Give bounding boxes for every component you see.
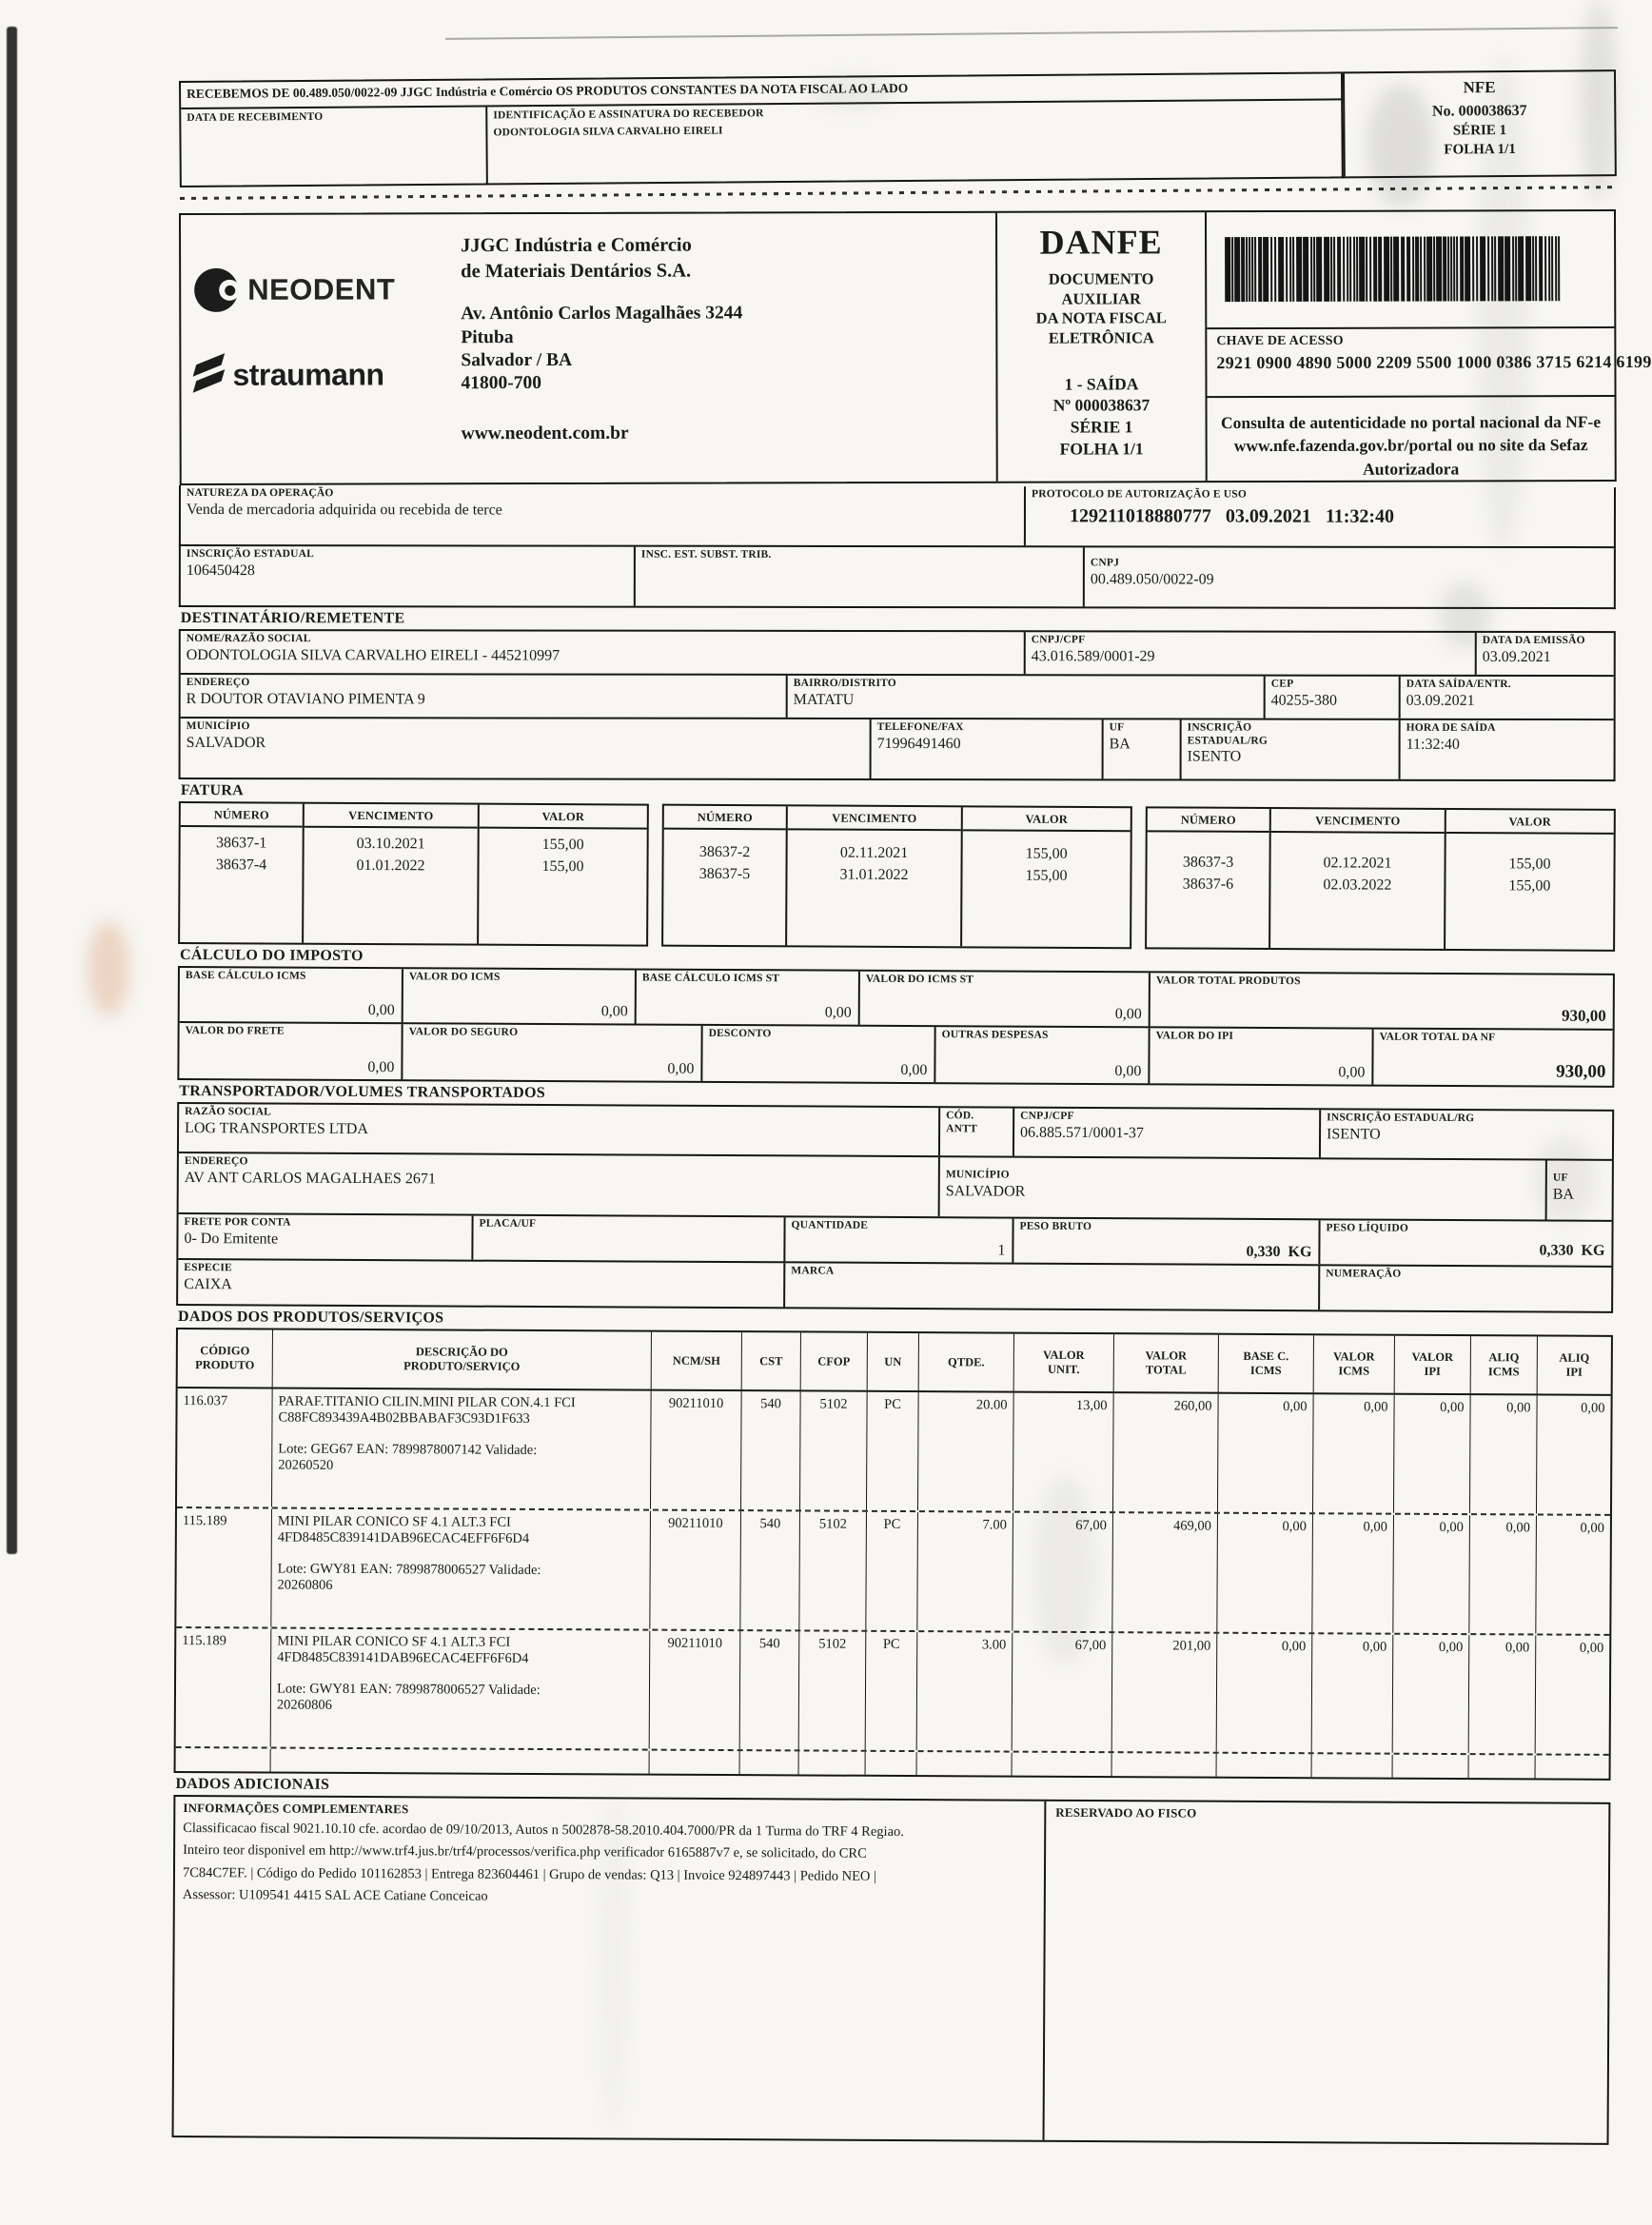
produto-aliq-icms: 0,00 <box>1470 1395 1538 1513</box>
produtos-header-codigo: CÓDIGO PRODUTO <box>178 1329 273 1388</box>
label-data-saida: DATA SAÍDA/ENTR. <box>1406 678 1511 690</box>
produto-valor-total: 201,00 <box>1112 1633 1218 1752</box>
nfe-folha: FOLHA 1/1 <box>1444 141 1516 158</box>
produto-valor-icms: 0,00 <box>1312 1514 1394 1632</box>
value-base-calculo-icms: 0,00 <box>367 1002 395 1019</box>
produto-un: PC <box>866 1512 918 1630</box>
produto-valor-ipi: 0,00 <box>1393 1635 1470 1753</box>
emitente-bairro: Pituba <box>461 326 514 347</box>
label-dest-nome: NOME/RAZÃO SOCIAL <box>186 633 311 645</box>
emitente-cep: 41800-700 <box>461 373 541 394</box>
produto-codigo: 116.037 <box>177 1388 273 1507</box>
cell-valor-seguro <box>403 1024 702 1081</box>
transportador-box <box>176 1102 1614 1313</box>
produto-ncm: 90211010 <box>651 1391 742 1509</box>
straumann-logo-text: straumann <box>232 356 384 392</box>
value-data-saida: 03.09.2021 <box>1406 692 1475 709</box>
value-valor-ipi: 0,00 <box>1338 1064 1366 1081</box>
produtos-header-base-icms: BASE C. ICMS <box>1219 1335 1314 1393</box>
destinatario-title: DESTINATÁRIO/REMETENTE <box>180 610 405 627</box>
mid-section <box>179 485 1616 781</box>
cell-dest-ie-rg <box>1182 719 1401 778</box>
danfe-tipo-saida: 1 - SAÍDA <box>1064 373 1139 394</box>
fatura-cell: 03.10.2021 01.01.2022 <box>356 835 425 875</box>
imposto-title: CÁLCULO DO IMPOSTO <box>179 947 364 965</box>
cell-frete-por-conta <box>178 1214 473 1260</box>
scan-line-artifact <box>445 27 1618 40</box>
danfe-title: DANFE <box>1039 223 1163 262</box>
transportador-row-1 <box>179 1104 1612 1161</box>
fatura-header-valor: VALOR <box>1446 810 1614 835</box>
produtos-header-aliq-icms: ALIQ ICMS <box>1471 1336 1538 1393</box>
danfe-serie: SÉRIE 1 <box>1070 417 1133 437</box>
produto-qtde: 20.00 <box>918 1392 1014 1511</box>
destinatario-row-1 <box>181 631 1614 677</box>
produto-codigo: 115.189 <box>176 1508 272 1627</box>
imposto-box <box>177 966 1615 1088</box>
label-dest-cnpj: CNPJ/CPF <box>1031 634 1086 646</box>
fatura-cell: 38637-2 38637-5 <box>698 843 751 883</box>
produto-valor-ipi: 0,00 <box>1394 1395 1471 1513</box>
label-transp-endereco: ENDEREÇO <box>184 1155 248 1168</box>
fatura-group-3 <box>1145 806 1616 952</box>
label-protocolo: PROTOCOLO DE AUTORIZAÇÃO E USO <box>1031 488 1248 501</box>
label-placa-uf: PLACA/UF <box>479 1217 537 1230</box>
label-data-recebimento: DATA DE RECEBIMENTO <box>187 110 324 124</box>
produtos-header-cst: CST <box>742 1332 801 1389</box>
value-dest-cep: 40255-380 <box>1270 692 1338 709</box>
produtos-header-row <box>178 1329 1611 1396</box>
produtos-header-valor-ipi: VALOR IPI <box>1395 1336 1471 1393</box>
emitente-logos <box>194 222 462 483</box>
value-transp-endereco: AV ANT CARLOS MAGALHAES 2671 <box>184 1169 436 1187</box>
destinatario-box <box>179 629 1616 781</box>
label-transp-municipio: MUNICÍPIO <box>945 1169 1010 1181</box>
value-quantidade: 1 <box>997 1242 1006 1259</box>
fatura-header-numero: NÚMERO <box>1148 808 1269 833</box>
label-valor-frete: VALOR DO FRETE <box>185 1025 285 1037</box>
label-natureza-operacao: NATUREZA DA OPERAÇÃO <box>186 487 334 500</box>
cell-valor-icms <box>403 969 637 1023</box>
value-dest-endereco: R DOUTOR OTAVIANO PIMENTA 9 <box>186 690 425 707</box>
cell-dest-municipio <box>181 719 872 778</box>
value-dest-municipio: SALVADOR <box>186 734 266 751</box>
cell-dest-telefone <box>872 719 1104 778</box>
cell-base-calculo-icms-st <box>637 971 860 1025</box>
label-inscricao-estadual: INSCRIÇÃO ESTADUAL <box>186 548 314 561</box>
value-dest-uf: BA <box>1109 735 1131 752</box>
produtos-header-valor-icms: VALOR ICMS <box>1314 1335 1395 1392</box>
value-dest-nome: ODONTOLOGIA SILVA CARVALHO EIRELI - 445210997 <box>186 646 560 664</box>
cell-dest-cep <box>1266 677 1401 719</box>
label-hora-saida: HORA DE SAÍDA <box>1406 721 1496 734</box>
value-peso-liquido: 0,330 KG <box>1539 1242 1605 1259</box>
cell-data-saida <box>1401 677 1614 719</box>
label-transp-ie: INSCRIÇÃO ESTADUAL/RG <box>1327 1112 1475 1125</box>
value-chave-acesso: 2921 0900 4890 5000 2209 5500 1000 0386 3715 6214 6199 <box>1216 352 1652 373</box>
label-desconto: DESCONTO <box>708 1027 772 1040</box>
fatura-header-numero: NÚMERO <box>181 803 303 828</box>
value-data-emissao: 03.09.2021 <box>1482 648 1551 665</box>
fatura-cell: 155,00 155,00 <box>1508 856 1551 895</box>
scan-smudge <box>88 921 129 1016</box>
label-valor-icms-st: VALOR DO ICMS ST <box>865 973 974 986</box>
cell-transp-ie <box>1321 1110 1612 1159</box>
produto-valor-total: 469,00 <box>1112 1513 1218 1632</box>
label-frete-por-conta: FRETE POR CONTA <box>184 1216 291 1229</box>
consulta-linha1: Consulta de autenticidade no portal nacional da NF-e <box>1220 411 1602 432</box>
label-chave-acesso: CHAVE DE ACESSO <box>1216 333 1344 349</box>
emitente-dados <box>461 221 743 482</box>
fatura-col-vencimento <box>787 806 963 946</box>
produto-base-icms: 0,00 <box>1217 1634 1313 1753</box>
produto-un: PC <box>866 1632 918 1750</box>
consulta-autenticidade <box>1208 397 1615 482</box>
cell-desconto <box>702 1026 935 1082</box>
danfe-document <box>175 78 1652 2137</box>
barcode-zone <box>1207 211 1614 327</box>
adicionais-box <box>172 1795 1611 2145</box>
label-valor-icms: VALOR DO ICMS <box>408 971 501 983</box>
produto-row-1 <box>177 1388 1611 1516</box>
label-quantidade: QUANTIDADE <box>791 1219 869 1231</box>
value-dest-cnpj: 43.016.589/0001-29 <box>1031 647 1155 664</box>
cell-transp-uf <box>1547 1161 1612 1220</box>
produto-valor-icms: 0,00 <box>1312 1634 1394 1752</box>
transportador-row-4 <box>178 1242 1611 1311</box>
neodent-logo-text: NEODENT <box>247 272 396 306</box>
destinatario-row-3 <box>181 719 1614 779</box>
label-valor-total-produtos: VALOR TOTAL PRODUTOS <box>1155 975 1301 988</box>
produto-ncm: 90211010 <box>650 1511 741 1629</box>
cell-transp-endereco <box>179 1153 940 1216</box>
emitente-endereco: Av. Antônio Carlos Magalhães 3244 <box>461 303 743 325</box>
value-transp-uf: BA <box>1552 1186 1575 1203</box>
cell-dest-bairro <box>788 676 1266 719</box>
fatura-cell: 38637-3 38637-6 <box>1182 854 1234 893</box>
fatura-col-vencimento <box>1270 809 1446 949</box>
value-valor-icms: 0,00 <box>600 1003 628 1020</box>
straumann-logo <box>194 353 461 396</box>
fatura-cell: 02.11.2021 31.01.2022 <box>839 844 909 884</box>
produto-cst: 540 <box>741 1391 801 1509</box>
label-especie: ESPECIE <box>184 1262 232 1274</box>
cell-cod-antt <box>940 1108 1014 1155</box>
fatura-header-vencimento: VENCIMENTO <box>305 804 478 829</box>
danfe-cell <box>995 212 1208 482</box>
cell-dest-uf <box>1104 719 1182 778</box>
fatura-table <box>178 801 1616 952</box>
danfe-numero: Nº 000038637 <box>1052 395 1150 415</box>
header-section <box>179 209 1652 485</box>
produto-cst: 540 <box>740 1631 800 1749</box>
value-natureza-operacao: Venda de mercadoria adquirida ou recebida de terce <box>186 501 502 519</box>
nfe-number-box <box>1343 71 1615 176</box>
neodent-logo-icon <box>194 268 238 312</box>
emitente-razao-social-2: de Materiais Dentários S.A. <box>461 260 692 282</box>
cell-valor-frete <box>179 1023 403 1079</box>
produto-aliq-icms: 0,00 <box>1469 1515 1537 1633</box>
cell-valor-icms-st <box>860 972 1150 1027</box>
produto-qtde: 7.00 <box>917 1512 1013 1631</box>
cell-outras-despesas <box>935 1027 1150 1083</box>
fatura-col-numero <box>663 806 788 946</box>
label-base-calculo-icms: BASE CÁLCULO ICMS <box>185 970 306 982</box>
consulta-linha2: www.nfe.fazenda.gov.br/portal ou no site da Sefaz Autorizadora <box>1233 435 1588 479</box>
value-frete-por-conta: 0- Do Emitente <box>184 1230 279 1248</box>
produtos-title: DADOS DOS PRODUTOS/SERVIÇOS <box>177 1309 444 1327</box>
fatura-cell: 155,00 155,00 <box>541 836 584 876</box>
label-inscricao-subst: INSC. EST. SUBST. TRIB. <box>640 548 772 561</box>
cell-natureza-operacao <box>181 485 1026 545</box>
produtos-header-descricao: DESCRIÇÃO DO PRODUTO/SERVIÇO <box>273 1330 652 1389</box>
produto-base-icms: 0,00 <box>1217 1514 1313 1633</box>
value-outras-despesas: 0,00 <box>1114 1063 1142 1080</box>
value-hora-saida: 11:32:40 <box>1406 736 1460 753</box>
cell-marca <box>785 1263 1320 1309</box>
produto-valor-ipi: 0,00 <box>1393 1515 1470 1633</box>
cell-especie <box>178 1260 785 1307</box>
header-box <box>179 209 1652 485</box>
label-dest-ie-rg: INSCRIÇÃO ESTADUAL/RG <box>1187 721 1268 747</box>
produto-valor-total: 260,00 <box>1113 1393 1219 1512</box>
nfe-numero: No. 000038637 <box>1431 102 1527 120</box>
cell-cnpj-emitente <box>1085 547 1614 607</box>
value-valor-total-produtos: 930,00 <box>1561 1006 1606 1025</box>
straumann-logo-icon <box>194 354 223 396</box>
cell-inscricao-estadual <box>181 546 636 606</box>
fatura-cell: 155,00 155,00 <box>1025 845 1068 885</box>
fatura-col-valor <box>479 805 647 945</box>
cell-quantidade <box>785 1217 1013 1262</box>
value-especie: CAIXA <box>184 1275 232 1292</box>
value-valor-icms-st: 0,00 <box>1114 1006 1142 1023</box>
label-numeracao: NUMERAÇÃO <box>1326 1268 1402 1280</box>
value-valor-total-nf: 930,00 <box>1556 1061 1606 1082</box>
produto-valor-unit: 67,00 <box>1013 1633 1113 1752</box>
value-desconto: 0,00 <box>900 1061 928 1079</box>
produto-un: PC <box>867 1392 919 1510</box>
barcode <box>1225 237 1596 303</box>
produtos-box <box>174 1328 1613 1781</box>
cell-transp-cnpj <box>1014 1109 1321 1158</box>
produto-descricao: MINI PILAR CONICO SF 4.1 ALT.3 FCI 4FD8485C839141DAB96ECAC4EFF6F6D4 Lote: GWY81 EAN: 7899878006527 Validade: 20260806 <box>271 1509 651 1629</box>
cell-data-recebimento <box>181 107 488 187</box>
label-dest-municipio: MUNICÍPIO <box>186 720 250 733</box>
cell-inscricao-subst <box>636 547 1085 607</box>
cell-hora-saida <box>1401 720 1614 779</box>
cell-valor-total-produtos <box>1150 973 1613 1029</box>
value-valor-frete: 0,00 <box>367 1059 395 1076</box>
produto-base-icms: 0,00 <box>1218 1394 1314 1513</box>
imposto-row-1 <box>180 968 1613 1031</box>
label-valor-ipi: VALOR DO IPI <box>1155 1030 1234 1042</box>
recibo-declaracao: RECEBEMOS DE 00.489.050/0022-09 JJGC Indústria e Comércio OS PRODUTOS CONSTANTES DA NOTA FISCAL AO LADO <box>181 73 1343 109</box>
label-base-calculo-icms-st: BASE CÁLCULO ICMS ST <box>641 972 780 985</box>
label-dest-telefone: TELEFONE/FAX <box>876 721 964 734</box>
inscricao-row <box>179 546 1616 609</box>
header-right-column <box>1207 211 1652 481</box>
neodent-logo <box>194 267 461 312</box>
label-data-emissao: DATA DA EMISSÃO <box>1482 634 1585 647</box>
value-valor-seguro: 0,00 <box>667 1060 695 1077</box>
value-inscricao-estadual: 106450428 <box>186 561 255 579</box>
cell-valor-ipi <box>1150 1028 1373 1084</box>
cell-dest-cnpj <box>1026 632 1477 675</box>
label-transp-uf: UF <box>1552 1172 1568 1184</box>
produto-codigo: 115.189 <box>176 1628 272 1747</box>
emitente-site: www.neodent.com.br <box>461 423 629 444</box>
cell-transp-municipio <box>940 1157 1547 1219</box>
produto-aliq-ipi: 0,00 <box>1579 1640 1604 1656</box>
produtos-header-un: UN <box>868 1333 919 1390</box>
cell-dest-endereco <box>181 675 788 718</box>
produto-descricao: MINI PILAR CONICO SF 4.1 ALT.3 FCI 4FD8485C839141DAB96ECAC4EFF6F6D4 Lote: GWY81 EAN: 7899878006527 Validade: 20260806 <box>271 1629 651 1749</box>
produto-ncm: 90211010 <box>650 1631 741 1749</box>
label-outras-despesas: OUTRAS DESPESAS <box>941 1029 1049 1041</box>
produto-valor-icms: 0,00 <box>1313 1394 1395 1512</box>
fatura-title: FATURA <box>180 782 245 799</box>
fatura-cell: 02.12.2021 02.03.2022 <box>1323 855 1392 894</box>
label-dest-cep: CEP <box>1270 678 1294 690</box>
fatura-col-valor <box>962 807 1131 947</box>
fatura-header-vencimento: VENCIMENTO <box>788 806 961 831</box>
cell-identificacao-recebedor <box>487 100 1344 185</box>
cell-transp-razao <box>179 1104 940 1155</box>
cell-placa-uf <box>473 1216 785 1262</box>
label-informacoes-complementares: INFORMAÇÕES COMPLEMENTARES <box>183 1801 409 1817</box>
recibo-box <box>179 69 1617 187</box>
fatura-header-valor: VALOR <box>480 805 647 830</box>
cut-line <box>180 186 1617 200</box>
fatura-header-vencimento: VENCIMENTO <box>1271 809 1445 834</box>
label-peso-bruto: PESO BRUTO <box>1019 1220 1092 1233</box>
produto-qtde: 3.00 <box>917 1632 1013 1751</box>
value-transp-razao: LOG TRANSPORTES LTDA <box>185 1119 368 1137</box>
label-valor-seguro: VALOR DO SEGURO <box>408 1026 519 1038</box>
label-cod-antt: CÓD. ANTT <box>946 1110 977 1134</box>
produto-descricao: PARAF.TITANIO CILIN.MINI PILAR CON.4.1 FCI C88FC893439A4B02BBABAF3C93D1F633 Lote: GEG67 EAN: 7899878007142 Validade: 20260520 <box>272 1389 652 1509</box>
transportador-row-2 <box>179 1153 1612 1222</box>
cell-valor-total-nf <box>1373 1030 1612 1086</box>
value-transp-municipio: SALVADOR <box>945 1182 1026 1200</box>
scanner-edge-artifact <box>7 27 17 1554</box>
fatura-col-vencimento <box>304 804 480 944</box>
fatura-header-valor: VALOR <box>963 807 1131 832</box>
produtos-header-cfop: CFOP <box>801 1332 868 1389</box>
label-marca: MARCA <box>791 1265 835 1277</box>
produto-valor-unit: 67,00 <box>1013 1513 1113 1632</box>
value-dest-bairro: MATATU <box>793 691 855 708</box>
produto-cfop: 5102 <box>800 1391 868 1509</box>
value-dest-ie-rg: ISENTO <box>1187 748 1242 765</box>
value-transp-cnpj: 06.885.571/0001-37 <box>1020 1124 1144 1141</box>
label-dest-uf: UF <box>1109 721 1125 734</box>
cell-reservado-fisco <box>1045 1802 1609 2143</box>
produto-row-2 <box>176 1508 1610 1636</box>
emitente-cidade: Salvador / BA <box>461 349 573 371</box>
fatura-col-numero <box>1147 808 1271 948</box>
transportador-title: TRANSPORTADOR/VOLUMES TRANSPORTADOS <box>179 1083 545 1102</box>
produtos-header-aliq-ipi: ALIQ IPI <box>1559 1350 1590 1379</box>
natureza-row <box>179 485 1616 548</box>
cell-protocolo <box>1026 486 1614 546</box>
danfe-folha: FOLHA 1/1 <box>1059 439 1144 459</box>
adicionais-title: DADOS ADICIONAIS <box>175 1775 330 1793</box>
label-cnpj-emitente: CNPJ <box>1090 557 1120 569</box>
nfe-title: NFE <box>1463 78 1496 97</box>
produto-aliq-ipi: 0,00 <box>1581 1400 1605 1416</box>
produtos-header-valor-unit: VALOR UNIT. <box>1014 1334 1114 1392</box>
produto-valor-unit: 13,00 <box>1013 1393 1114 1512</box>
produto-aliq-icms: 0,00 <box>1469 1635 1537 1753</box>
cell-data-emissao <box>1477 633 1614 675</box>
lower-section <box>172 779 1616 2145</box>
emitente-cell <box>181 213 996 483</box>
produtos-header-qtde: QTDE. <box>919 1333 1014 1391</box>
fatura-header-numero: NÚMERO <box>664 806 786 831</box>
danfe-subtitle: DOCUMENTO AUXILIAR DA NOTA FISCAL ELETRÔNICA <box>1035 269 1167 347</box>
value-cnpj-emitente: 00.489.050/0022-09 <box>1090 570 1214 588</box>
cell-peso-bruto <box>1013 1219 1320 1265</box>
value-protocolo: 129211018880777 03.09.2021 11:32:40 <box>1069 504 1395 527</box>
chave-acesso-cell <box>1207 326 1652 398</box>
value-transp-ie: ISENTO <box>1327 1125 1381 1143</box>
fatura-group-1 <box>178 801 649 947</box>
emitente-razao-social: JJGC Indústria e Comércio <box>461 234 692 257</box>
fatura-col-valor <box>1446 810 1614 950</box>
cell-numeracao <box>1320 1242 1611 1311</box>
value-base-calculo-icms-st: 0,00 <box>824 1004 852 1021</box>
cell-informacoes-complementares <box>174 1797 1047 2140</box>
imposto-row-2 <box>179 1023 1612 1086</box>
value-dest-telefone: 71996491460 <box>876 735 961 752</box>
label-identificacao-recebedor: IDENTIFICAÇÃO E ASSINATURA DO RECEBEDOR <box>493 108 764 122</box>
label-transp-cnpj: CNPJ/CPF <box>1020 1110 1074 1122</box>
transportador-row-3 <box>178 1214 1611 1268</box>
produto-cst: 540 <box>740 1511 800 1629</box>
fatura-col-numero <box>180 803 305 943</box>
value-recebedor: ODONTOLOGIA SILVA CARVALHO EIRELI <box>493 125 723 138</box>
label-dest-endereco: ENDEREÇO <box>186 677 250 689</box>
cell-dest-nome <box>181 631 1026 674</box>
value-informacoes-complementares: Classificacao fiscal 9021.10.10 cfe. acordao de 09/10/2013, Autos n 5002878-58.2010.404.7000/PR da 1 Turma do TRF 4 Regiao. Inteiro teor disponivel em http://www.trf4.jus.br/trf4/processos/verifica.php verificador 6165887v7 e, se solicitado, do CRC 7C84C7EF. | Código do Pedido 101162853 | Entrega 823604461 | Grupo de vendas: Q13 | Invoice 924897443 | Pedido NEO | Assessor: U109541 4415 SAL ACE Catiane Conceicao <box>182 1821 904 1905</box>
produtos-header-valor-total: VALOR TOTAL <box>1114 1334 1219 1392</box>
nfe-serie: SÉRIE 1 <box>1452 123 1507 139</box>
value-peso-bruto: 0,330 KG <box>1246 1243 1312 1261</box>
produto-row-3 <box>176 1628 1610 1756</box>
produtos-header-ncm: NCM/SH <box>652 1332 742 1389</box>
destinatario-row-2 <box>181 675 1614 720</box>
fatura-group-2 <box>661 804 1132 950</box>
fatura-cell: 38637-1 38637-4 <box>215 835 267 874</box>
label-peso-liquido: PESO LÍQUIDO <box>1326 1222 1409 1234</box>
label-reservado-fisco: RESERVADO AO FISCO <box>1055 1804 1197 1821</box>
label-transp-razao: RAZÃO SOCIAL <box>185 1106 272 1118</box>
cell-base-calculo-icms <box>180 968 403 1022</box>
produto-cfop: 5102 <box>799 1511 867 1629</box>
produto-aliq-ipi: 0,00 <box>1580 1520 1604 1536</box>
label-valor-total-nf: VALOR TOTAL DA NF <box>1379 1031 1496 1044</box>
produto-cfop: 5102 <box>799 1631 867 1749</box>
recibo-section <box>179 69 1617 200</box>
label-dest-bairro: BAIRRO/DISTRITO <box>793 677 896 690</box>
